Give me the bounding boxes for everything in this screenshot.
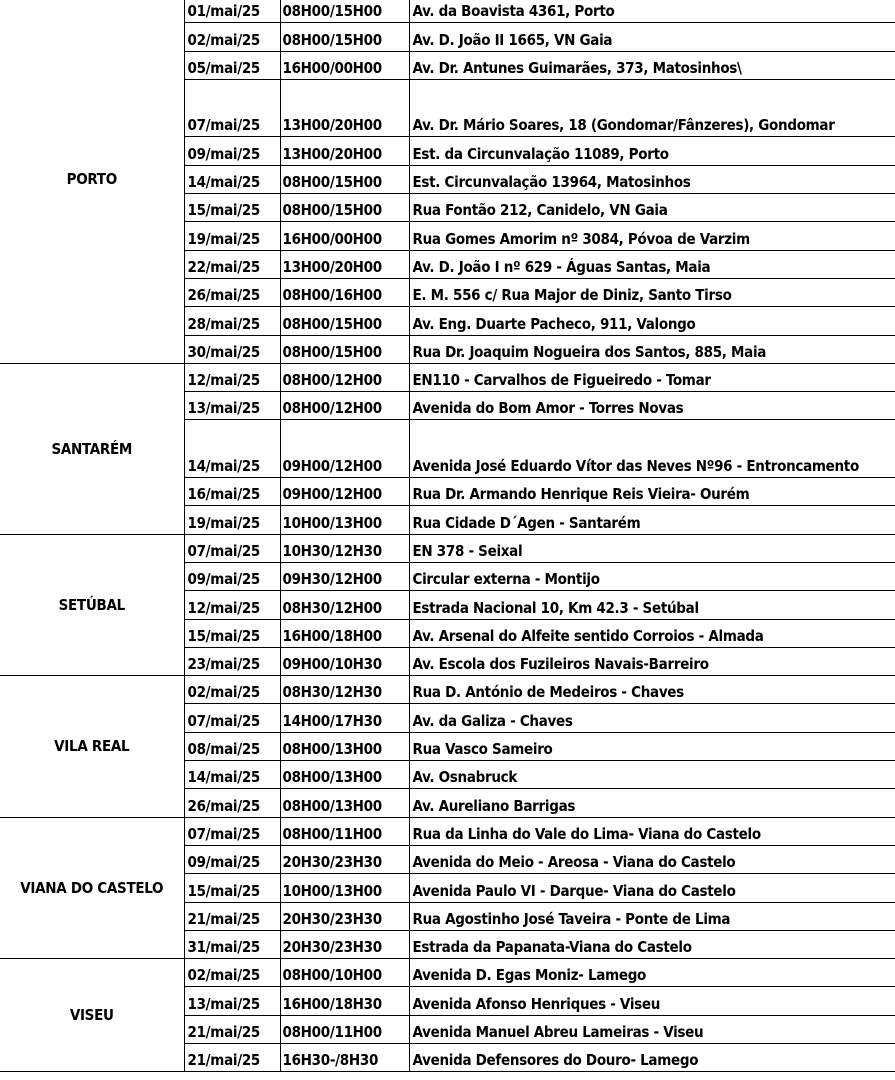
time-cell: 09H00/12H00	[280, 478, 409, 506]
time-cell: 13H00/20H00	[280, 250, 409, 278]
address-cell: Rua Vasco Sameiro	[409, 732, 895, 760]
date-cell: 09/mai/25	[184, 137, 280, 165]
time-cell: 14H00/17H30	[280, 704, 409, 732]
address-cell: Avenida Paulo VI - Darque- Viana do Castelo	[409, 874, 895, 902]
address-cell: Rua Cidade D´Agen - Santarém	[409, 506, 895, 534]
time-cell: 08H00/13H00	[280, 732, 409, 760]
date-cell: 30/mai/25	[184, 335, 280, 363]
address-cell: Rua D. António de Medeiros - Chaves	[409, 676, 895, 704]
address-cell: Est. Circunvalação 13964, Matosinhos	[409, 165, 895, 193]
date-cell: 14/mai/25	[184, 761, 280, 789]
date-cell: 21/mai/25	[184, 902, 280, 930]
time-cell: 08H00/10H00	[280, 959, 409, 987]
date-cell: 31/mai/25	[184, 930, 280, 958]
date-cell: 15/mai/25	[184, 619, 280, 647]
date-cell: 26/mai/25	[184, 278, 280, 306]
address-cell: Rua Dr. Joaquim Nogueira dos Santos, 885, Maia	[409, 335, 895, 363]
district-cell: VIANA DO CASTELO	[0, 817, 184, 958]
date-cell: 09/mai/25	[184, 562, 280, 590]
time-cell: 16H00/18H30	[280, 987, 409, 1015]
time-cell: 08H00/15H00	[280, 165, 409, 193]
address-cell: Av. Arsenal do Alfeite sentido Corroios - Almada	[409, 619, 895, 647]
address-cell: Avenida do Meio - Areosa - Viana do Castelo	[409, 845, 895, 873]
time-cell: 08H00/12H00	[280, 363, 409, 391]
address-cell: Estrada da Papanata-Viana do Castelo	[409, 930, 895, 958]
time-cell: 16H00/00H00	[280, 51, 409, 79]
date-cell: 13/mai/25	[184, 987, 280, 1015]
time-cell: 08H00/15H00	[280, 23, 409, 51]
date-cell: 09/mai/25	[184, 845, 280, 873]
time-cell: 08H00/16H00	[280, 278, 409, 306]
address-cell: Rua da Linha do Vale do Lima- Viana do Castelo	[409, 817, 895, 845]
time-cell: 10H00/13H00	[280, 506, 409, 534]
time-cell: 13H00/20H00	[280, 137, 409, 165]
time-cell: 08H30/12H30	[280, 676, 409, 704]
address-cell: Av. Aureliano Barrigas	[409, 789, 895, 817]
date-cell: 02/mai/25	[184, 959, 280, 987]
time-cell: 10H30/12H30	[280, 534, 409, 562]
time-cell: 20H30/23H30	[280, 845, 409, 873]
date-cell: 05/mai/25	[184, 51, 280, 79]
date-cell: 19/mai/25	[184, 506, 280, 534]
time-cell: 08H00/15H00	[280, 335, 409, 363]
time-cell: 20H30/23H30	[280, 930, 409, 958]
time-cell: 09H30/12H00	[280, 562, 409, 590]
date-cell: 21/mai/25	[184, 1015, 280, 1043]
address-cell: Avenida do Bom Amor - Torres Novas	[409, 392, 895, 420]
time-cell: 16H00/18H00	[280, 619, 409, 647]
date-cell: 26/mai/25	[184, 789, 280, 817]
date-cell: 02/mai/25	[184, 23, 280, 51]
time-cell: 08H00/11H00	[280, 1015, 409, 1043]
date-cell: 08/mai/25	[184, 732, 280, 760]
date-cell: 19/mai/25	[184, 222, 280, 250]
date-cell: 21/mai/25	[184, 1043, 280, 1071]
table-row	[0, 363, 895, 391]
date-cell: 23/mai/25	[184, 647, 280, 675]
address-cell: Circular externa - Montijo	[409, 562, 895, 590]
time-cell: 08H30/12H00	[280, 591, 409, 619]
address-cell: Rua Fontão 212, Canidelo, VN Gaia	[409, 194, 895, 222]
date-cell: 14/mai/25	[184, 165, 280, 193]
address-cell: EN 378 - Seixal	[409, 534, 895, 562]
address-cell: Estrada Nacional 10, Km 42.3 - Setúbal	[409, 591, 895, 619]
date-cell: 07/mai/25	[184, 704, 280, 732]
time-cell: 09H00/12H00	[280, 420, 409, 478]
date-cell: 12/mai/25	[184, 591, 280, 619]
date-cell: 13/mai/25	[184, 392, 280, 420]
table-row	[0, 959, 895, 987]
date-cell: 28/mai/25	[184, 307, 280, 335]
address-cell: Avenida Defensores do Douro- Lamego	[409, 1043, 895, 1071]
date-cell: 15/mai/25	[184, 194, 280, 222]
date-cell: 14/mai/25	[184, 420, 280, 478]
address-cell: Av. Dr. Antunes Guimarães, 373, Matosinhos\	[409, 51, 895, 79]
date-cell: 07/mai/25	[184, 79, 280, 137]
address-cell: Avenida José Eduardo Vítor das Neves Nº96 - Entroncamento	[409, 420, 895, 478]
time-cell: 08H00/11H00	[280, 817, 409, 845]
address-cell: Avenida D. Egas Moniz- Lamego	[409, 959, 895, 987]
district-cell: VISEU	[0, 959, 184, 1072]
date-cell: 22/mai/25	[184, 250, 280, 278]
address-cell: Av. D. João I nº 629 - Águas Santas, Maia	[409, 250, 895, 278]
time-cell: 16H00/00H00	[280, 222, 409, 250]
address-cell: Rua Agostinho José Taveira - Ponte de Lima	[409, 902, 895, 930]
time-cell: 08H00/15H00	[280, 0, 409, 23]
address-cell: Av. Dr. Mário Soares, 18 (Gondomar/Fânzeres), Gondomar	[409, 79, 895, 137]
address-cell: Av. Osnabruck	[409, 761, 895, 789]
time-cell: 16H30-/8H30	[280, 1043, 409, 1071]
address-cell: E. M. 556 c/ Rua Major de Diniz, Santo Tirso	[409, 278, 895, 306]
date-cell: 02/mai/25	[184, 676, 280, 704]
table-row	[0, 534, 895, 562]
address-cell: Avenida Afonso Henriques - Viseu	[409, 987, 895, 1015]
time-cell: 13H00/20H00	[280, 79, 409, 137]
address-cell: Est. da Circunvalação 11089, Porto	[409, 137, 895, 165]
time-cell: 08H00/15H00	[280, 194, 409, 222]
date-cell: 07/mai/25	[184, 817, 280, 845]
time-cell: 10H00/13H00	[280, 874, 409, 902]
address-cell: EN110 - Carvalhos de Figueiredo - Tomar	[409, 363, 895, 391]
address-cell: Av. Escola dos Fuzileiros Navais-Barreiro	[409, 647, 895, 675]
date-cell: 16/mai/25	[184, 478, 280, 506]
table-row	[0, 817, 895, 845]
district-cell: SANTARÉM	[0, 363, 184, 534]
time-cell: 08H00/13H00	[280, 761, 409, 789]
time-cell: 09H00/10H30	[280, 647, 409, 675]
district-cell: PORTO	[0, 0, 184, 363]
address-cell: Avenida Manuel Abreu Lameiras - Viseu	[409, 1015, 895, 1043]
date-cell: 01/mai/25	[184, 0, 280, 23]
date-cell: 07/mai/25	[184, 534, 280, 562]
address-cell: Rua Dr. Armando Henrique Reis Vieira- Ourém	[409, 478, 895, 506]
district-cell: VILA REAL	[0, 676, 184, 817]
table-row	[0, 0, 895, 23]
date-cell: 12/mai/25	[184, 363, 280, 391]
address-cell: Av. da Galiza - Chaves	[409, 704, 895, 732]
date-cell: 15/mai/25	[184, 874, 280, 902]
address-cell: Av. da Boavista 4361, Porto	[409, 0, 895, 23]
address-cell: Av. Eng. Duarte Pacheco, 911, Valongo	[409, 307, 895, 335]
table-row	[0, 676, 895, 704]
district-cell: SETÚBAL	[0, 534, 184, 675]
address-cell: Av. D. João II 1665, VN Gaia	[409, 23, 895, 51]
time-cell: 08H00/15H00	[280, 307, 409, 335]
time-cell: 08H00/12H00	[280, 392, 409, 420]
address-cell: Rua Gomes Amorim nº 3084, Póvoa de Varzim	[409, 222, 895, 250]
time-cell: 08H00/13H00	[280, 789, 409, 817]
time-cell: 20H30/23H30	[280, 902, 409, 930]
